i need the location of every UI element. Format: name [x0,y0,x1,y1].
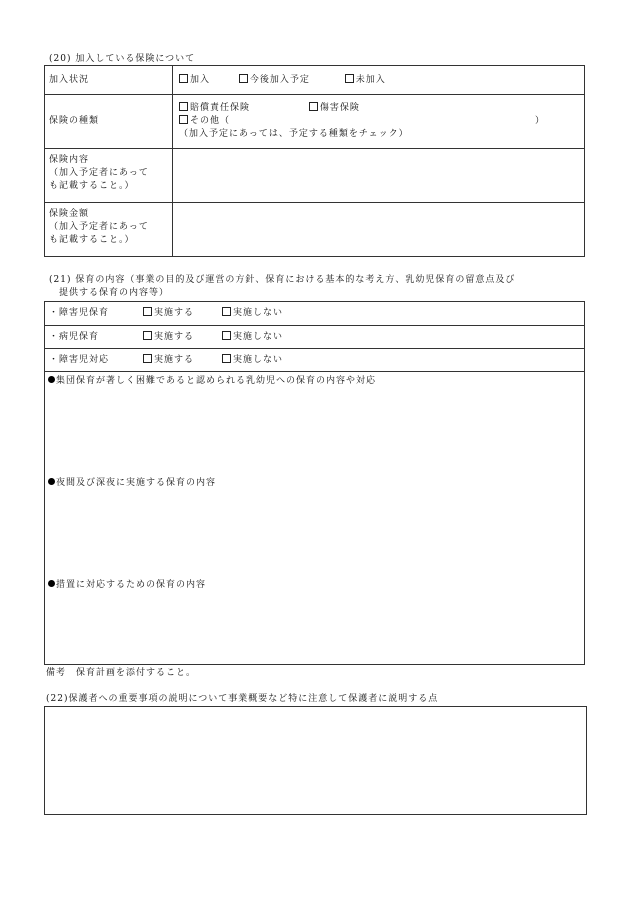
insurance-amount-field[interactable] [173,203,585,257]
section-21-heading-cont: 提供する保育の内容等） [59,288,170,298]
remarks-note: 備考 保育計画を添付すること。 [46,668,197,678]
option-plan-to-enroll[interactable]: 今後加入予定 [239,74,341,87]
checkbox-icon[interactable] [143,307,152,316]
option-not-enrolled[interactable]: 未加入 [345,74,386,87]
insurance-type-options [173,95,585,149]
insurance-table [44,65,585,257]
insurance-type-label: 保険の種類 [45,95,173,149]
option-not-implement[interactable]: 実施しない [222,307,283,320]
bullet-icon [48,478,55,485]
care-row-label: ・障害児対応 [49,355,110,365]
section-20-heading: (20) 加入している保険について [49,54,196,64]
care-row-disabled [45,302,584,326]
insurance-content-label: 保険内容 （加入予定者にあって も記載すること。） [45,149,173,203]
checkbox-icon[interactable] [143,354,152,363]
insurance-status-options [173,66,585,95]
section-21-heading: (21) 保育の内容（事業の目的及び運営の方針、保育における基本的な考え方、乳幼児保育の留意点及び [49,275,516,285]
insurance-amount-row [45,203,585,257]
option-liability[interactable]: 賠償責任保険 [179,102,305,115]
checkbox-icon[interactable] [239,74,248,83]
checkbox-icon[interactable] [309,102,318,111]
option-enrolled[interactable]: 加入 [179,74,235,87]
care-item-night: 夜間及び深夜に実施する保育の内容 [48,477,216,490]
care-row-label: ・障害児保育 [49,308,110,318]
checkbox-icon[interactable] [179,74,188,83]
option-not-implement[interactable]: 実施しない [222,354,283,367]
care-item-group-difficulty: 集団保育が著しく困難であると認められる乳幼児への保育の内容や対応 [48,375,376,388]
checkbox-icon[interactable] [222,307,231,316]
checkbox-icon[interactable] [143,331,152,340]
checkbox-icon[interactable] [179,102,188,111]
insurance-content-field[interactable] [173,149,585,203]
checkbox-icon[interactable] [345,74,354,83]
option-other[interactable]: その他（ [179,115,230,128]
option-implement[interactable]: 実施する [143,354,194,367]
insurance-status-label: 加入状況 [45,66,173,95]
parent-explanation-field[interactable] [44,706,587,815]
checkbox-icon[interactable] [222,331,231,340]
option-implement[interactable]: 実施する [143,307,194,320]
bullet-icon [48,376,55,383]
insurance-type-row [45,95,585,149]
other-close-paren: ） [535,116,546,126]
insurance-status-row [45,66,585,95]
insurance-type-note: （加入予定にあっては、予定する種類をチェック） [179,129,409,139]
insurance-content-row [45,149,585,203]
care-row-sick [45,326,584,349]
checkbox-icon[interactable] [222,354,231,363]
care-row-disabled-support [45,349,584,372]
insurance-amount-label: 保険金額 （加入予定者にあって も記載すること。） [45,203,173,257]
care-content-box [44,301,585,665]
care-row-label: ・病児保育 [49,332,100,342]
checkbox-icon[interactable] [179,115,188,124]
bullet-icon [48,580,55,587]
care-item-measures: 措置に対応するための保育の内容 [48,579,206,592]
option-implement[interactable]: 実施する [143,331,194,344]
option-not-implement[interactable]: 実施しない [222,331,283,344]
section-22-heading: (22)保護者への重要事項の説明について事業概要など特に注意して保護者に説明する点 [46,694,439,704]
option-accident[interactable]: 傷害保険 [309,102,360,115]
